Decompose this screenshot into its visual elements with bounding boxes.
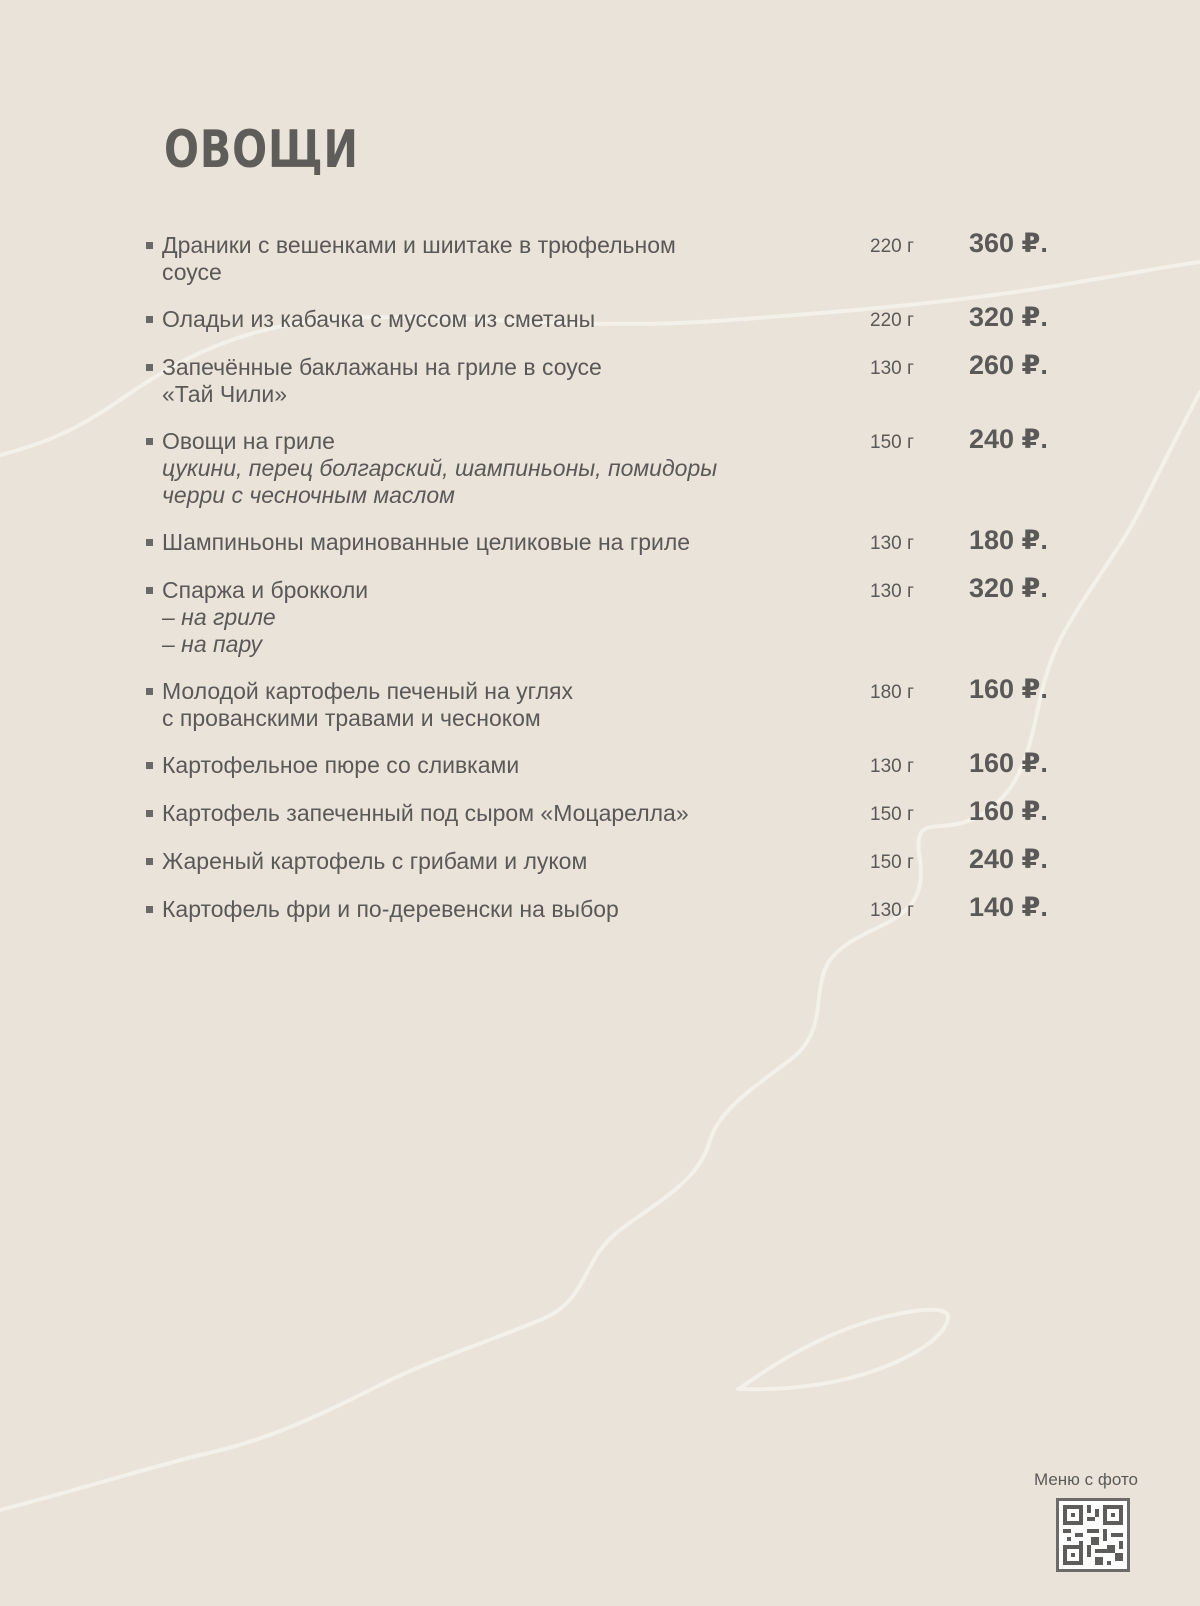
item-price: 160 ₽. <box>969 748 1048 778</box>
qr-block <box>1035 1470 1155 1572</box>
qr-caption: Меню с фото <box>1033 1470 1138 1489</box>
item-description: – на гриле – на пару <box>162 604 276 657</box>
item-name: Овощи на гриле <box>162 428 335 454</box>
item-weight: 220 г <box>870 310 914 331</box>
item-name-block <box>162 800 782 827</box>
menu-item <box>146 748 1066 780</box>
item-name: Жареный картофель с грибами и луком <box>162 848 588 874</box>
item-weight: 130 г <box>870 756 914 777</box>
item-weight: 150 г <box>870 804 914 825</box>
menu-item <box>146 350 1066 408</box>
menu-item <box>146 892 1066 924</box>
menu-item <box>146 844 1066 876</box>
item-price: 260 ₽. <box>969 350 1048 380</box>
item-name-block <box>162 232 782 286</box>
item-name-block <box>162 678 782 732</box>
item-name: Картофельное пюре со сливками <box>162 752 520 778</box>
item-price: 320 ₽. <box>969 573 1048 603</box>
item-weight: 220 г <box>870 236 914 257</box>
item-price: 160 ₽. <box>969 674 1048 704</box>
menu-item <box>146 525 1066 557</box>
bullet-icon <box>146 858 153 865</box>
item-price: 320 ₽. <box>969 302 1048 332</box>
item-name-block <box>162 529 782 556</box>
item-weight: 180 г <box>870 682 914 703</box>
item-price: 240 ₽. <box>969 844 1048 874</box>
page-title: ОВОЩИ <box>164 120 359 180</box>
menu-item <box>146 424 1066 509</box>
item-price: 140 ₽. <box>969 892 1048 922</box>
item-name: Оладьи из кабачка с муссом из сметаны <box>162 306 596 332</box>
item-name: Спаржа и брокколи <box>162 577 369 603</box>
item-weight: 130 г <box>870 900 914 921</box>
item-name: Драники с вешенками и шиитаке в трюфельном соусе <box>162 232 676 285</box>
item-name-block <box>162 428 782 509</box>
bullet-icon <box>146 539 153 546</box>
item-name-block <box>162 306 782 333</box>
item-description: цукини, перец болгарский, шампиньоны, помидоры черри с чесночным маслом <box>162 455 718 508</box>
bullet-icon <box>146 316 153 323</box>
bullet-icon <box>146 762 153 769</box>
item-weight: 150 г <box>870 852 914 873</box>
item-name-block <box>162 848 782 875</box>
menu-item <box>146 674 1066 732</box>
item-name-block <box>162 896 782 923</box>
item-name: Шампиньоны маринованные целиковые на гриле <box>162 529 691 555</box>
qr-code-graphic <box>1059 1501 1127 1569</box>
item-weight: 150 г <box>870 432 914 453</box>
item-name: Молодой картофель печеный на углях с прованскими травами и чесноком <box>162 678 573 731</box>
item-price: 360 ₽. <box>969 228 1048 258</box>
item-weight: 130 г <box>870 533 914 554</box>
item-weight: 130 г <box>870 358 914 379</box>
menu-item <box>146 228 1066 286</box>
item-name-block <box>162 752 782 779</box>
item-price: 180 ₽. <box>969 525 1048 555</box>
item-price: 160 ₽. <box>969 796 1048 826</box>
bullet-icon <box>146 438 153 445</box>
item-name: Запечённые баклажаны на гриле в соусе «Тай Чили» <box>162 354 602 407</box>
bullet-icon <box>146 810 153 817</box>
bullet-icon <box>146 906 153 913</box>
bullet-icon <box>146 242 153 249</box>
item-name: Картофель фри и по-деревенски на выбор <box>162 896 619 922</box>
item-price: 240 ₽. <box>969 424 1048 454</box>
qr-code-icon[interactable] <box>1056 1498 1130 1572</box>
menu-item <box>146 796 1066 828</box>
item-name-block <box>162 354 782 408</box>
item-name-block <box>162 577 782 658</box>
bullet-icon <box>146 587 153 594</box>
item-name: Картофель запеченный под сыром «Моцарелла» <box>162 800 689 826</box>
menu-item <box>146 573 1066 658</box>
bullet-icon <box>146 688 153 695</box>
item-weight: 130 г <box>870 581 914 602</box>
menu-item <box>146 302 1066 334</box>
menu-list <box>146 228 1066 944</box>
bullet-icon <box>146 364 153 371</box>
